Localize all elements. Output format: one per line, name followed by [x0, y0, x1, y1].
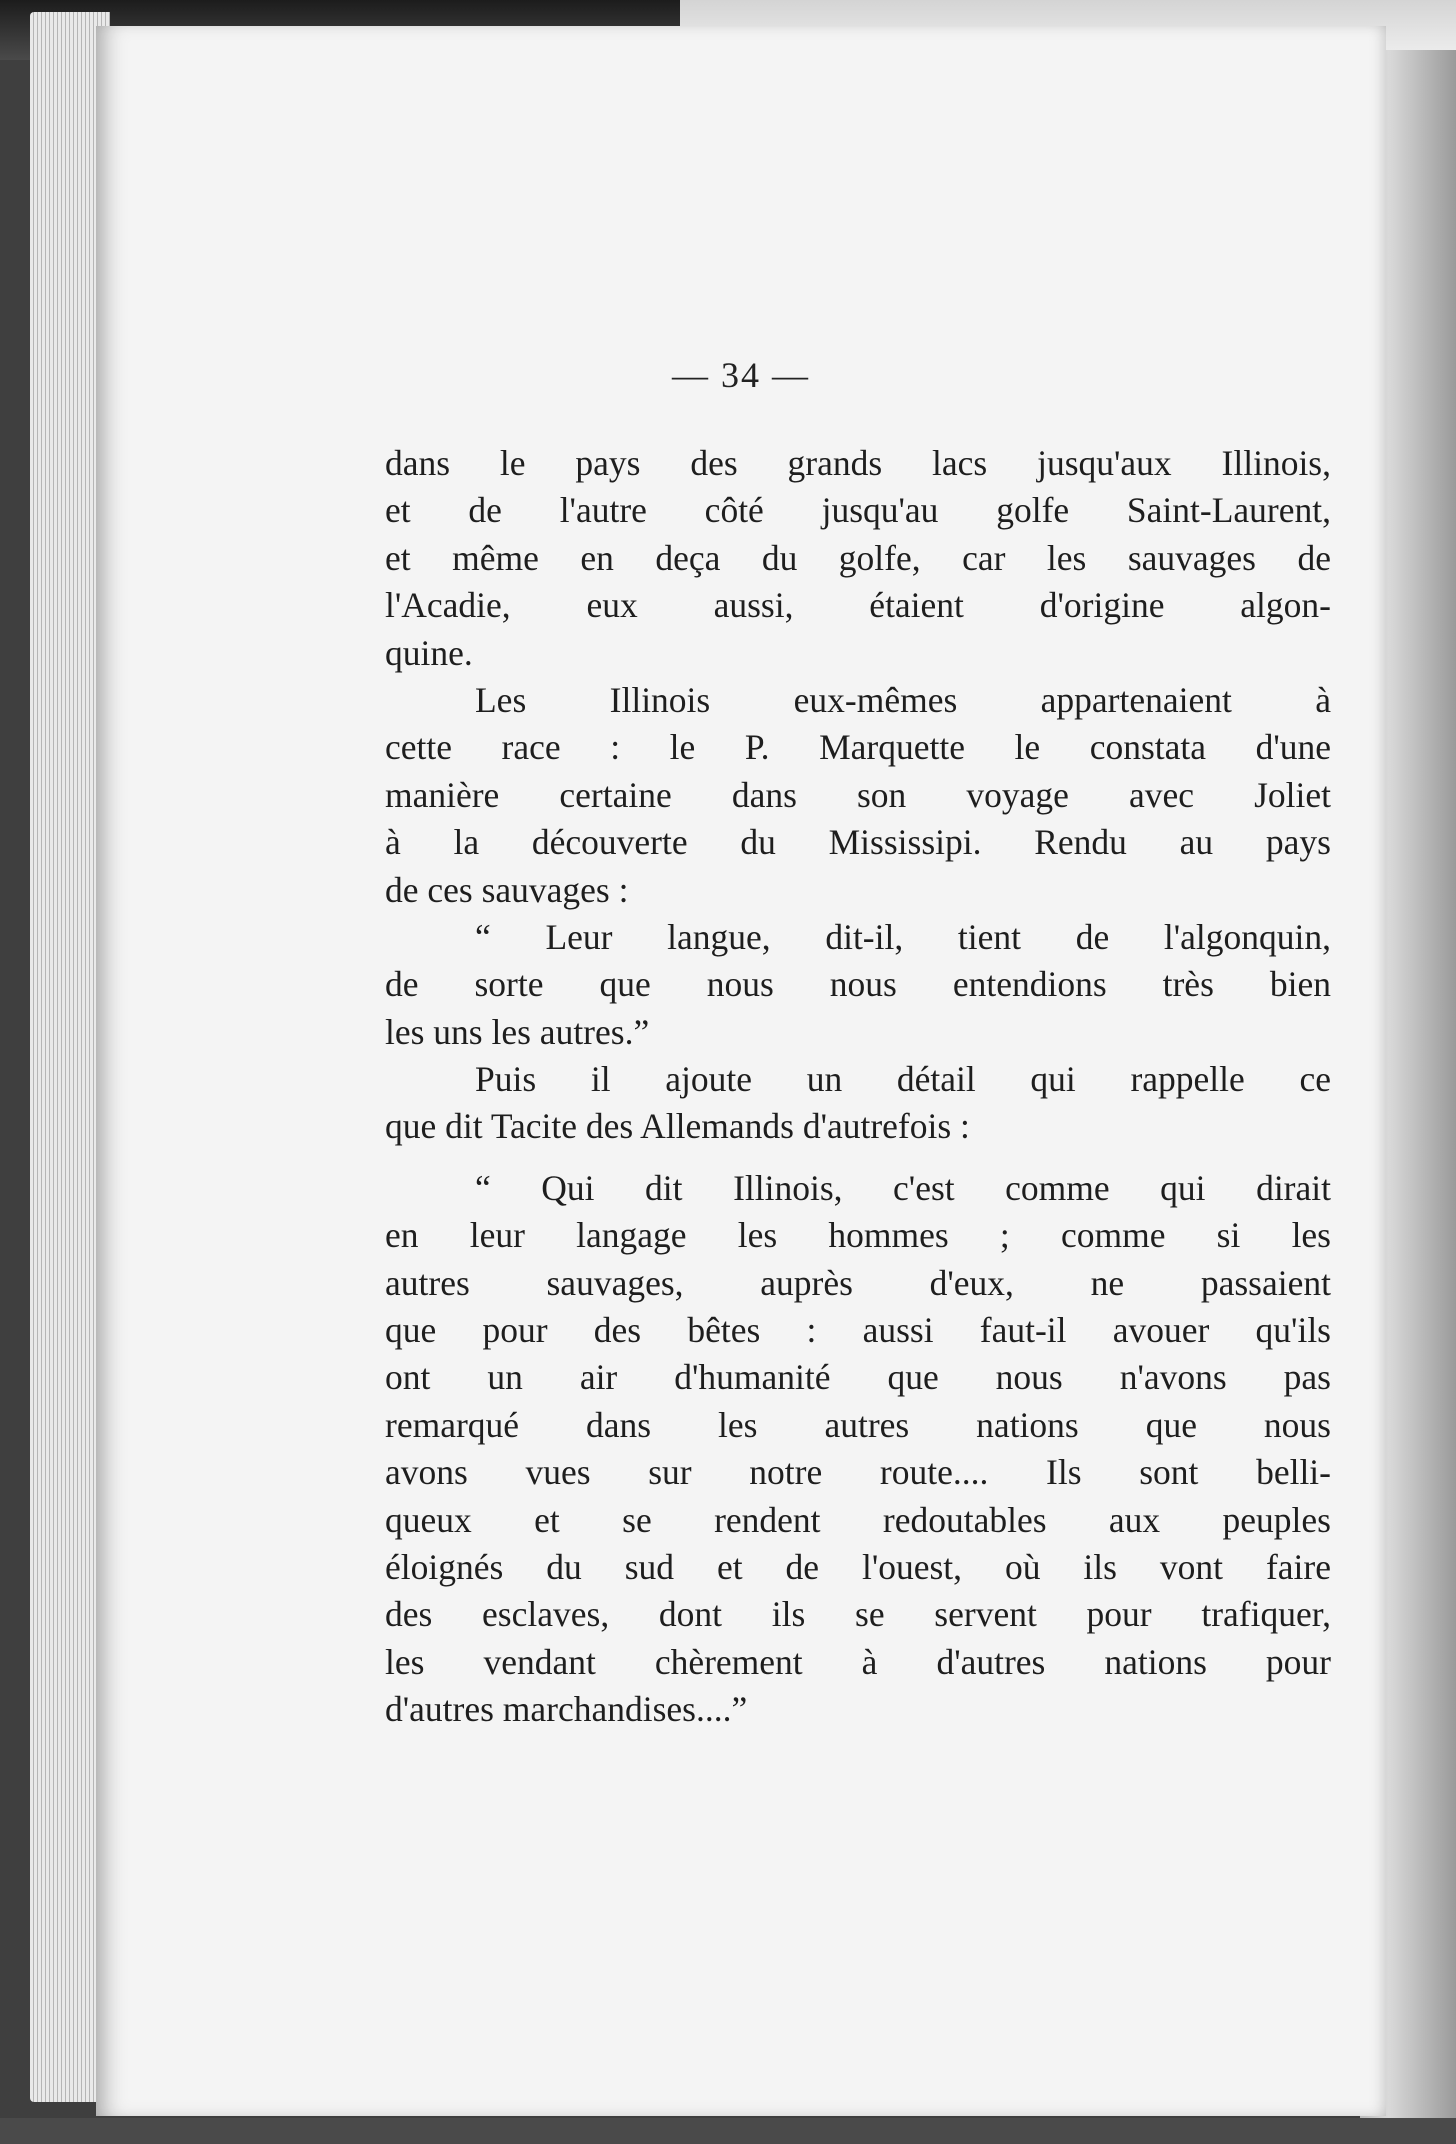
text-line: à la découverte du Mississipi. Rendu au pays	[385, 822, 1331, 863]
body-text	[385, 440, 1331, 1734]
text-line: avons vues sur notre route.... Ils sont belli-	[385, 1452, 1331, 1493]
page-number: — 34 —	[672, 355, 810, 395]
text-line: Puis il ajoute un détail qui rappelle ce	[475, 1059, 1331, 1100]
text-line: de ces sauvages :	[385, 869, 629, 910]
text-line: autres sauvages, auprès d'eux, ne passaient	[385, 1262, 1331, 1303]
text-line: remarqué dans les autres nations que nous	[385, 1404, 1331, 1445]
text-line: les vendant chèrement à d'autres nations pour	[385, 1641, 1331, 1682]
text-line: que dit Tacite des Allemands d'autrefois :	[385, 1106, 970, 1147]
text-line: “ Leur langue, dit-il, tient de l'algonquin,	[475, 916, 1331, 957]
text-line: en leur langage les hommes ; comme si les	[385, 1215, 1331, 1256]
text-line: et de l'autre côté jusqu'au golfe Saint-Laurent,	[385, 490, 1331, 531]
paragraph	[385, 914, 1331, 1056]
text-line: que pour des bêtes : aussi faut-il avouer qu'ils	[385, 1310, 1331, 1351]
text-line: quine.	[385, 632, 473, 673]
text-line: éloignés du sud et de l'ouest, où ils vont faire	[385, 1546, 1331, 1587]
text-line: Les Illinois eux-mêmes appartenaient à	[475, 679, 1331, 720]
paragraph-gap	[385, 1151, 1331, 1165]
text-line: ont un air d'humanité que nous n'avons pas	[385, 1357, 1331, 1398]
text-line: d'autres marchandises....”	[385, 1689, 748, 1730]
text-line: de sorte que nous nous entendions très bien	[385, 964, 1331, 1005]
text-line: cette race : le P. Marquette le constata d'une	[385, 727, 1331, 768]
book-page	[96, 26, 1386, 2116]
paragraph	[385, 1165, 1331, 1734]
scan-backdrop-bottom	[0, 2118, 1456, 2144]
text-line: les uns les autres.”	[385, 1011, 650, 1052]
text-line: l'Acadie, eux aussi, étaient d'origine algon-	[385, 585, 1331, 626]
text-line: dans le pays des grands lacs jusqu'aux Illinois,	[385, 443, 1331, 483]
text-line: queux et se rendent redoutables aux peuples	[385, 1499, 1331, 1540]
paragraph	[385, 677, 1331, 914]
text-line: manière certaine dans son voyage avec Joliet	[385, 774, 1331, 815]
paragraph	[385, 1056, 1331, 1151]
text-line: des esclaves, dont ils se servent pour trafiquer,	[385, 1594, 1331, 1635]
text-line: et même en deça du golfe, car les sauvages de	[385, 537, 1331, 578]
paragraph	[385, 440, 1331, 677]
text-line: “ Qui dit Illinois, c'est comme qui dirait	[475, 1167, 1331, 1208]
